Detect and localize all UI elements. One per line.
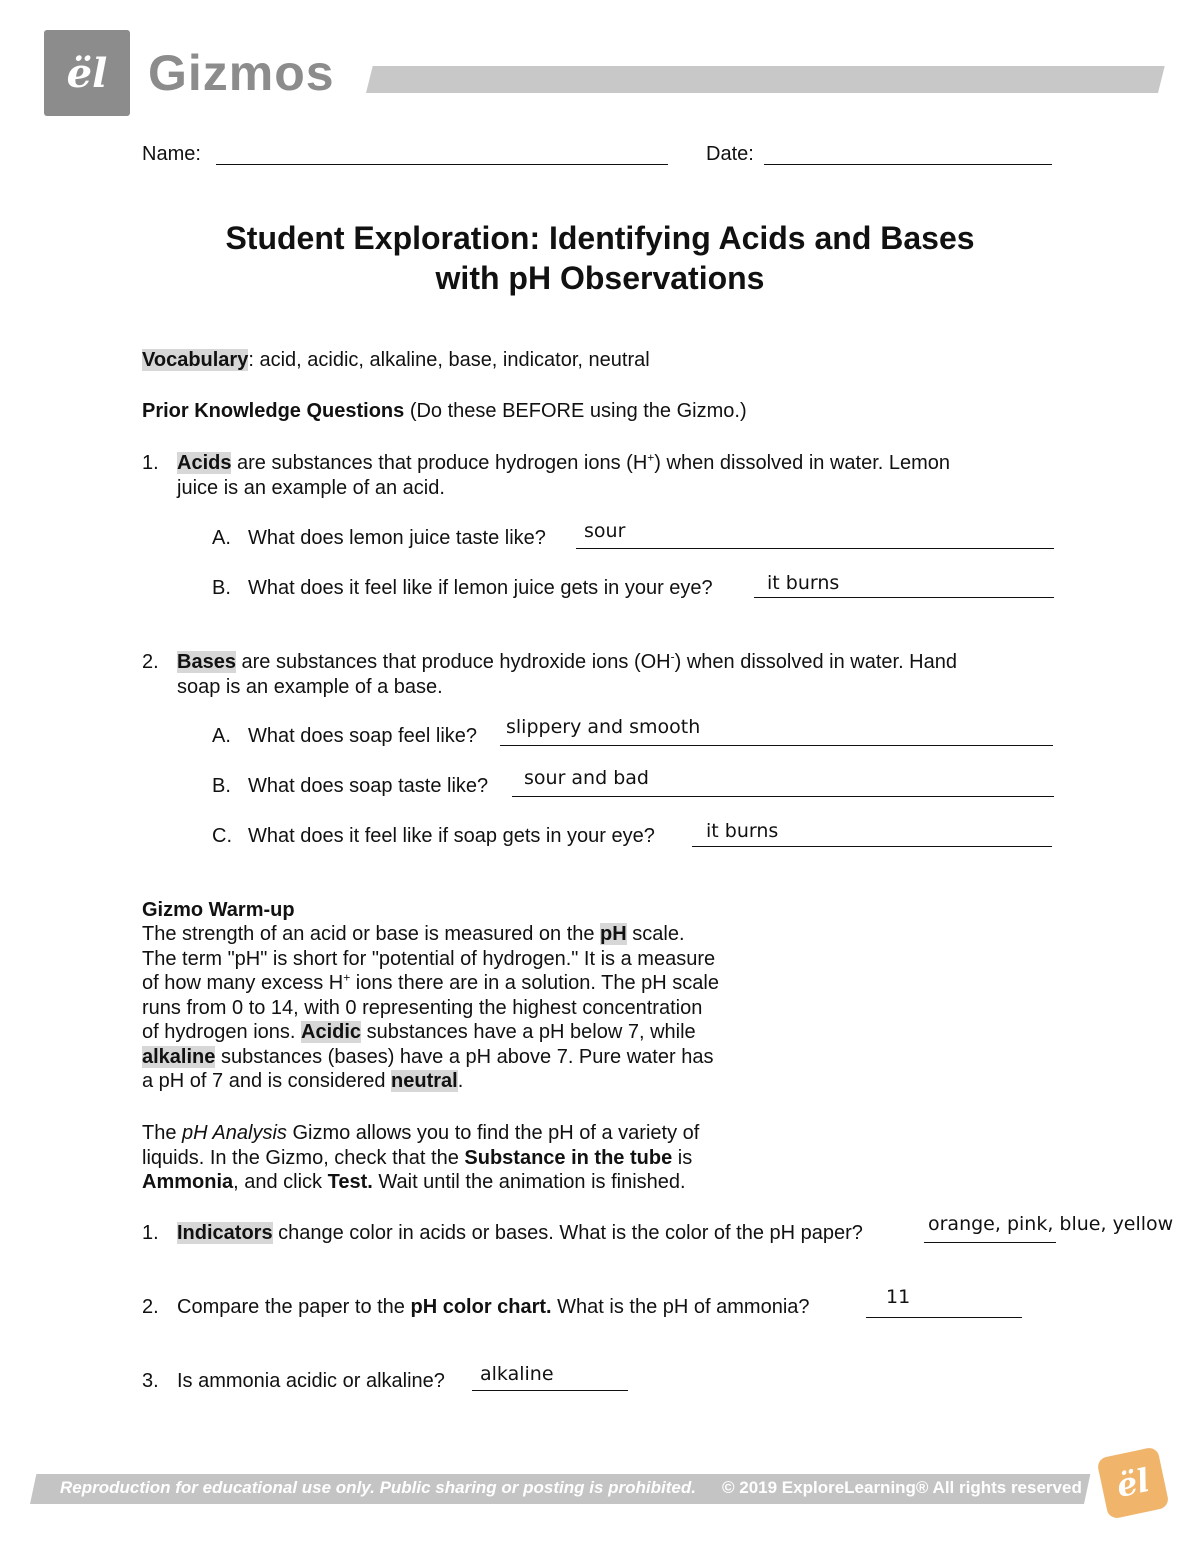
prior-q1-text-a: are substances that produce hydrogen ions (H [231,452,648,474]
prior-q2b-question: What does soap taste like? [248,775,489,797]
prior-q2c-letter: C. [212,825,232,847]
warmup-q2-number: 2. [142,1296,159,1318]
prior-q2-text-a: are substances that produce hydroxide ions (OH [235,651,671,673]
prior-q2-line2: soap is an example of a base. [177,676,443,698]
vocabulary-terms: : acid, acidic, alkaline, base, indicator, neutral [248,349,650,371]
ph-term: pH [600,923,627,945]
wp1-l5b: substances have a pH below 7, while [361,1021,696,1043]
prior-q2b-answer: sour and bad [524,767,649,789]
wp2-l2a: liquids. In the Gizmo, check that the [142,1146,465,1169]
wp2-l3b: Wait until the animation is finished. [372,1171,686,1193]
prior-q2a-answer-line[interactable] [500,745,1053,746]
date-field[interactable] [764,164,1052,165]
warmup-q2-answer-line[interactable] [866,1317,1022,1318]
prior-q1-number: 1. [142,452,159,474]
prior-q2-text [177,650,957,674]
warmup-q1-answer-line[interactable] [924,1242,1056,1243]
page-title: Student Exploration: Identifying Acids and Bases [225,220,975,256]
warmup-heading [142,898,295,922]
wp1-l7b: . [457,1070,464,1092]
vocabulary [142,348,650,372]
warmup-q2-answer: 11 [886,1286,911,1308]
test-term: Test. [327,1171,373,1193]
prior-q2-number: 2. [142,651,159,673]
warmup-q3-answer: alkaline [480,1363,554,1385]
bases-term: Bases [177,651,236,673]
wp2-l1b: Gizmo allows you to find the pH of a variety of [286,1122,700,1144]
ammonia-term: Ammonia [142,1171,234,1193]
substance-term: Substance in the tube [464,1146,673,1169]
wp1-l1a: The strength of an acid or base is measured on the [142,923,601,945]
vocabulary-label: Vocabulary [142,349,249,371]
prior-q2a-question: What does soap feel like? [248,725,478,747]
prior-q1a-answer: sour [584,520,626,542]
prior-q1b-letter: B. [212,577,231,599]
footer-notice: Reproduction for educational use only. Public sharing or posting is prohibited. [60,1478,696,1497]
prior-q2c-question: What does it feel like if soap gets in your eye? [248,825,655,847]
prior-q1-line2: juice is an example of an acid. [177,477,445,499]
prior-q1b-answer-line[interactable] [754,597,1054,598]
warmup-paragraph-1 [142,922,782,1094]
name-label: Name: [142,143,201,165]
prior-q2-sup: - [670,649,675,664]
prior-note: (Do these BEFORE using the Gizmo.) [404,400,747,422]
wp1-l2: The term "pH" is short for "potential of hydrogen." It is a measure [142,947,716,970]
prior-q1b-question: What does it feel like if lemon juice gets in your eye? [248,577,713,599]
warmup-q3-question: Is ammonia acidic or alkaline? [177,1370,445,1392]
date-label: Date: [706,143,754,165]
prior-q2c-answer: it burns [706,820,779,842]
ph-color-chart-term: pH color chart. [410,1296,552,1318]
prior-q1a-answer-line[interactable] [576,548,1054,549]
name-field[interactable] [216,164,668,165]
prior-q2b-answer-line[interactable] [512,796,1054,797]
warmup-q1-answer: orange, pink, blue, yellow [928,1213,1174,1235]
explorelearning-logo: ël [44,30,130,116]
wp2-l1a: The [142,1122,183,1144]
warmup-q2-text-b: What is the pH of ammonia? [551,1296,810,1318]
neutral-term: neutral [391,1070,458,1092]
wp1-l1b: scale. [626,923,685,945]
prior-q1a-question: What does lemon juice taste like? [248,527,546,549]
prior-q2a-answer: slippery and smooth [506,716,701,738]
wp1-l6b: substances (bases) have a pH above 7. Pure water has [215,1045,714,1068]
wp2-l2b: is [672,1146,693,1169]
acids-term: Acids [177,452,232,474]
prior-q1b-answer: it burns [767,572,840,594]
warmup-q1-number: 1. [142,1222,159,1244]
warmup-q2-text [177,1295,810,1319]
warmup-q1-question: change color in acids or bases. What is the color of the pH paper? [272,1222,863,1244]
warmup-q3-answer-line[interactable] [472,1390,628,1391]
warmup-q3-number: 3. [142,1370,159,1392]
wp1-l3a: of how many excess H [142,972,344,994]
prior-q1-text-b: ) when dissolved in water. Lemon [654,452,951,474]
footer-copyright: © 2019 ExploreLearning® All rights reserved [722,1478,1082,1497]
warmup-paragraph-2 [142,1121,782,1195]
prior-q1-text [177,451,950,475]
wp1-l5a: of hydrogen ions. [142,1021,301,1043]
wp1-l7a: a pH of 7 and is considered [142,1070,392,1092]
page-title-line2: with pH Observations [435,260,765,296]
alkaline-term: alkaline [142,1045,216,1068]
wp1-l4: runs from 0 to 14, with 0 representing the highest concentration [142,996,703,1019]
warmup-q2-text-a: Compare the paper to the [177,1296,411,1318]
prior-q1a-letter: A. [212,527,231,549]
prior-q2c-answer-line[interactable] [692,846,1052,847]
header-bar [366,66,1165,93]
wp2-l3a: , and click [233,1171,328,1193]
gizmo-name: pH Analysis [182,1122,287,1144]
prior-q1-sup: + [647,450,655,465]
acidic-term: Acidic [301,1021,362,1043]
explorelearning-badge-icon: ël [1096,1446,1170,1520]
prior-q2-text-b: ) when dissolved in water. Hand [674,651,957,673]
prior-q2a-letter: A. [212,725,231,747]
warmup-heading-text: Gizmo Warm-up [142,899,295,921]
indicators-term: Indicators [177,1222,273,1244]
prior-knowledge-heading [142,399,747,423]
prior-q2b-letter: B. [212,775,231,797]
warmup-q1-text [177,1221,863,1245]
gizmos-brand: Gizmos [148,45,335,101]
prior-heading-text: Prior Knowledge Questions [142,400,405,422]
wp1-l3sup: + [343,970,351,985]
wp1-l3b: ions there are in a solution. The pH scale [350,972,719,994]
